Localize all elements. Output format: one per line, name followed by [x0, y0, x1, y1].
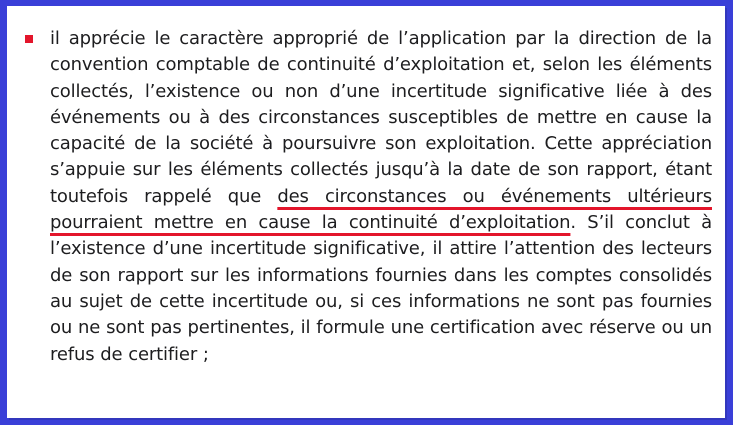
paragraph-text-end: . S’il conclut à l’existence d’une incertitude significative, il attire l’attention des lecteurs de son rapport sur les informations fournies dans les comptes consolidés au sujet de cette incertitude ou, si ces informations ne sont pas fournies ou ne sont pas pertinentes, il formule une certification avec réserve ou un refus de certifier ; — [50, 212, 712, 365]
underlined-highlight: des circonstances ou événements ultérieurs pourraient mettre en cause la continuité d’exploitation — [50, 185, 712, 234]
bullet-square-icon — [25, 35, 33, 43]
bullet-paragraph — [50, 26, 712, 368]
paragraph-text-start: il apprécie le caractère approprié de l’application par la direction de la convention comptable de continuité d’exploitation et, selon les éléments collectés, l’existence ou non d’une incertitude significative liée à des événements ou à des circonstances susceptibles de mettre en cause la capacité de la société à poursuivre son exploitation. Cette appréciation s’appuie sur les éléments collectés jusqu’à la date de son rapport, étant toutefois rappelé que — [50, 28, 712, 207]
document-frame — [7, 6, 725, 418]
